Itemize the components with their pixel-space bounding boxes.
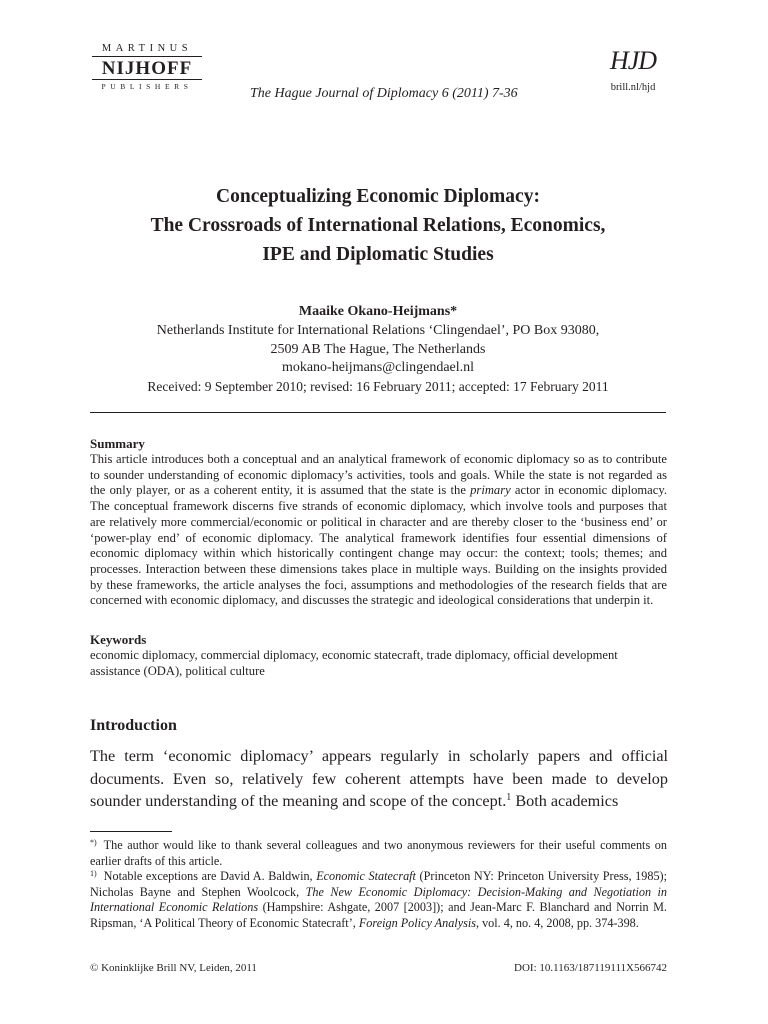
received-dates: Received: 9 September 2010; revised: 16 February 2011; accepted: 17 February 2011 xyxy=(147,379,609,394)
publisher-logo xyxy=(92,44,202,90)
article-title xyxy=(90,182,666,269)
introduction-heading: Introduction xyxy=(90,717,177,734)
journal-citation: The Hague Journal of Diplomacy 6 (2011) 7-36 xyxy=(250,86,518,101)
author-affiliation xyxy=(90,322,666,378)
summary-emphasis: primary xyxy=(470,483,511,498)
footnote-marker: *) xyxy=(90,838,97,847)
publisher-line-3: PUBLISHERS xyxy=(101,81,193,91)
publisher-rule xyxy=(92,79,202,80)
introduction-text: The term ‘economic diplomacy’ appears regularly in scholarly papers and official documents. Even so, relatively few coherent attempts have been made to develop sounder understanding of the meaning and scope of the concept.$^1$ Both academics xyxy=(90,747,668,810)
keywords-heading: Keywords xyxy=(90,632,147,647)
publisher-line-1: MARTINUS xyxy=(101,43,193,54)
author-email: mokano-heijmans@clingendael.nl xyxy=(281,360,475,375)
journal-url: brill.nl/hjd xyxy=(610,82,656,93)
footnote-1: $^{1)}$ Notable exceptions are David A. Baldwin, Economic Statecraft (Princeton NY: Princeton University Press, 1985); Nicholas Bayne and Stephen Woolcock, The New Economic Diplomacy: Decision-Making and Negotiation in International Economic Relations (Hampshire: Ashgate, 2007 [2003]); and Jean-Marc F. Blanchard and Norrin M. Ripsman, ‘A Political Theory of Economic Statecraft’, Foreign Policy Analysis, vol. 4, no. 4, 2008, pp. 374-398. xyxy=(90,869,667,930)
footnote-divider xyxy=(90,831,172,832)
publisher-line-2: NIJHOFF xyxy=(101,57,193,79)
header-divider xyxy=(90,412,666,413)
title-line: IPE and Diplomatic Studies xyxy=(262,244,494,265)
copyright-notice: © Koninklijke Brill NV, Leiden, 2011 xyxy=(90,962,257,974)
summary-text: This article introduces both a conceptual and an analytical framework of economic diplomacy so as to contribute to sounder understanding of economic diplomacy’s activities, tools and goals. While the state is not regarded as the only player, or as a coherent entity, it is assumed that the state is the primary actor in economic diplomacy. The conceptual framework discerns five strands of economic diplomacy, which involve tools and purposes that are relatively more commercial/economic or political in character and are thereby closer to the ‘business end’ or ‘power-play end’ of economic diplomacy. The analytical framework identifies four essential dimensions of economic diplomacy within which historically contingent change may occur: the context; tools; themes; and processes. Interaction between these dimensions takes place in multiple ways. Building on the insights provided by these frameworks, the article analyses the foci, assumptions and methodologies of the research fields that are concerned with economic diplomacy, and discusses the strategic and ideological considerations that underpin it. xyxy=(90,452,667,608)
publisher-rule xyxy=(92,56,202,57)
author-name: Maaike Okano-Heijmans* xyxy=(298,304,458,319)
affiliation-line: 2509 AB The Hague, The Netherlands xyxy=(270,341,486,357)
footnote-ref-1[interactable]: 1 xyxy=(506,792,512,803)
footnote-marker: 1) xyxy=(90,869,97,878)
title-line: The Crossroads of International Relations, Economics, xyxy=(150,215,606,236)
journal-logo xyxy=(598,42,668,93)
footnote-star: *) The author would like to thank several colleagues and two anonymous reviewers for their useful comments on earlier drafts of this article. xyxy=(90,838,667,868)
hjd-logo-mark: HJD xyxy=(609,46,657,75)
summary-heading: Summary xyxy=(90,436,145,451)
title-line: Conceptualizing Economic Diplomacy: xyxy=(216,186,540,207)
affiliation-line: Netherlands Institute for International Relations ‘Clingendael’, PO Box 93080, xyxy=(156,323,600,338)
doi-link[interactable]: DOI: 10.1163/187119111X566742 xyxy=(514,962,667,974)
keywords-text: economic diplomacy, commercial diplomacy, economic statecraft, trade diplomacy, official development assistance (ODA), political culture xyxy=(90,648,618,678)
